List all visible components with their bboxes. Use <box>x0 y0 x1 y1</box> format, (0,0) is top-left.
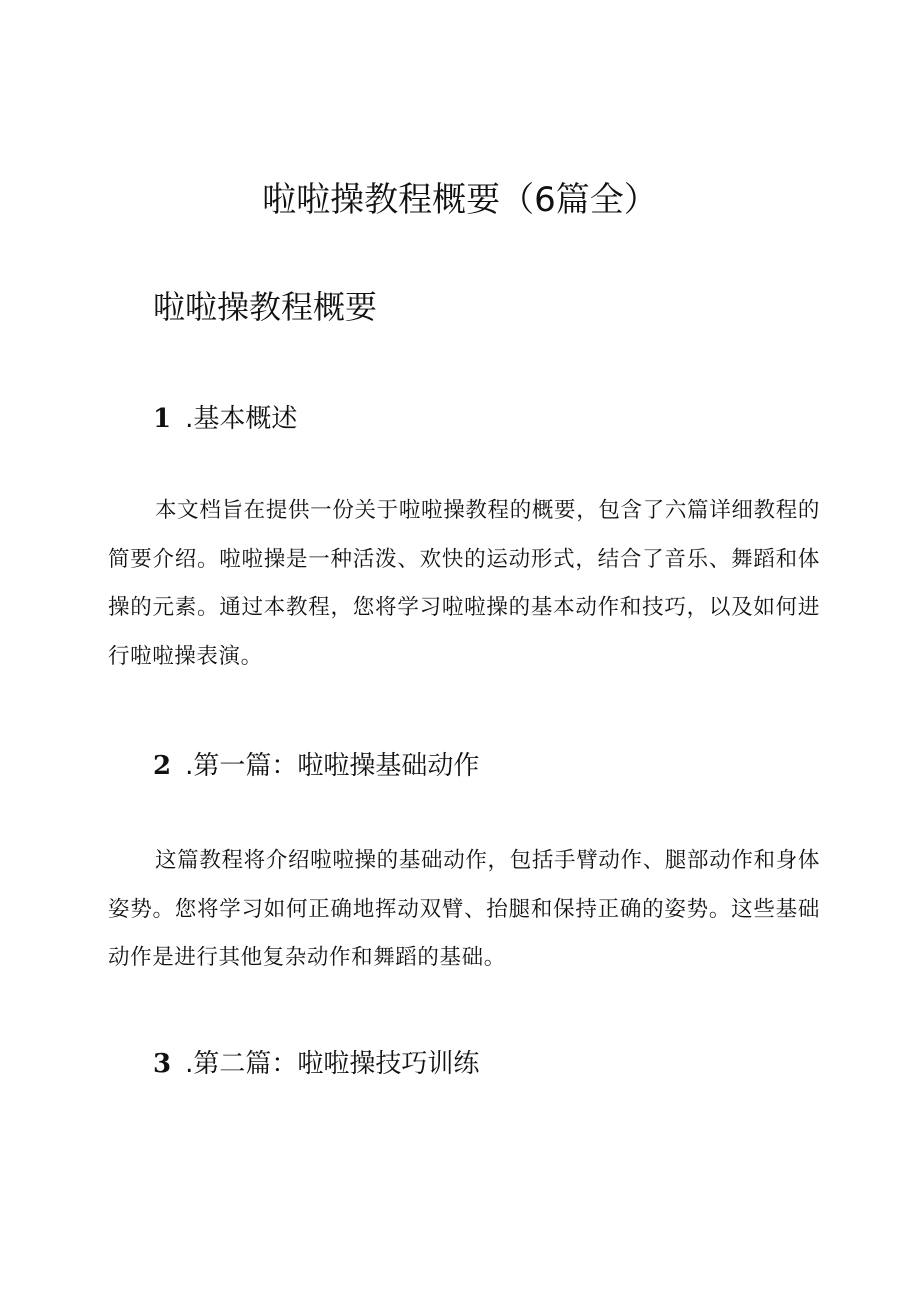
section-heading-3 <box>153 1046 479 1082</box>
document-subtitle: 啦啦操教程概要 <box>153 288 378 326</box>
section-paragraph-2: 这篇教程将介绍啦啦操的基础动作，包括手臂动作、腿部动作和身体姿势。您将学习如何正确地挥动双臂、抬腿和保持正确的姿势。这些基础动作是进行其他复杂动作和舞蹈的基础。 <box>108 848 820 970</box>
section-title: .基本概述 <box>185 404 298 434</box>
section-number: 3 <box>153 1049 172 1079</box>
section-title: .第一篇：啦啦操基础动作 <box>185 751 480 781</box>
section-number: 1 <box>153 404 172 434</box>
section-number: 2 <box>153 751 172 781</box>
section-paragraph-1: 本文档旨在提供一份关于啦啦操教程的概要，包含了六篇详细教程的简要介绍。啦啦操是一种活泼、欢快的运动形式，结合了音乐、舞蹈和体操的元素。通过本教程，您将学习啦啦操的基本动作和技巧，以及如何进行啦啦操表演。 <box>108 498 820 669</box>
document-title: 啦啦操教程概要（6篇全） <box>262 180 658 220</box>
section-title: .第二篇：啦啦操技巧训练 <box>185 1049 480 1079</box>
section-heading-1 <box>153 401 297 437</box>
section-heading-2 <box>153 748 479 784</box>
